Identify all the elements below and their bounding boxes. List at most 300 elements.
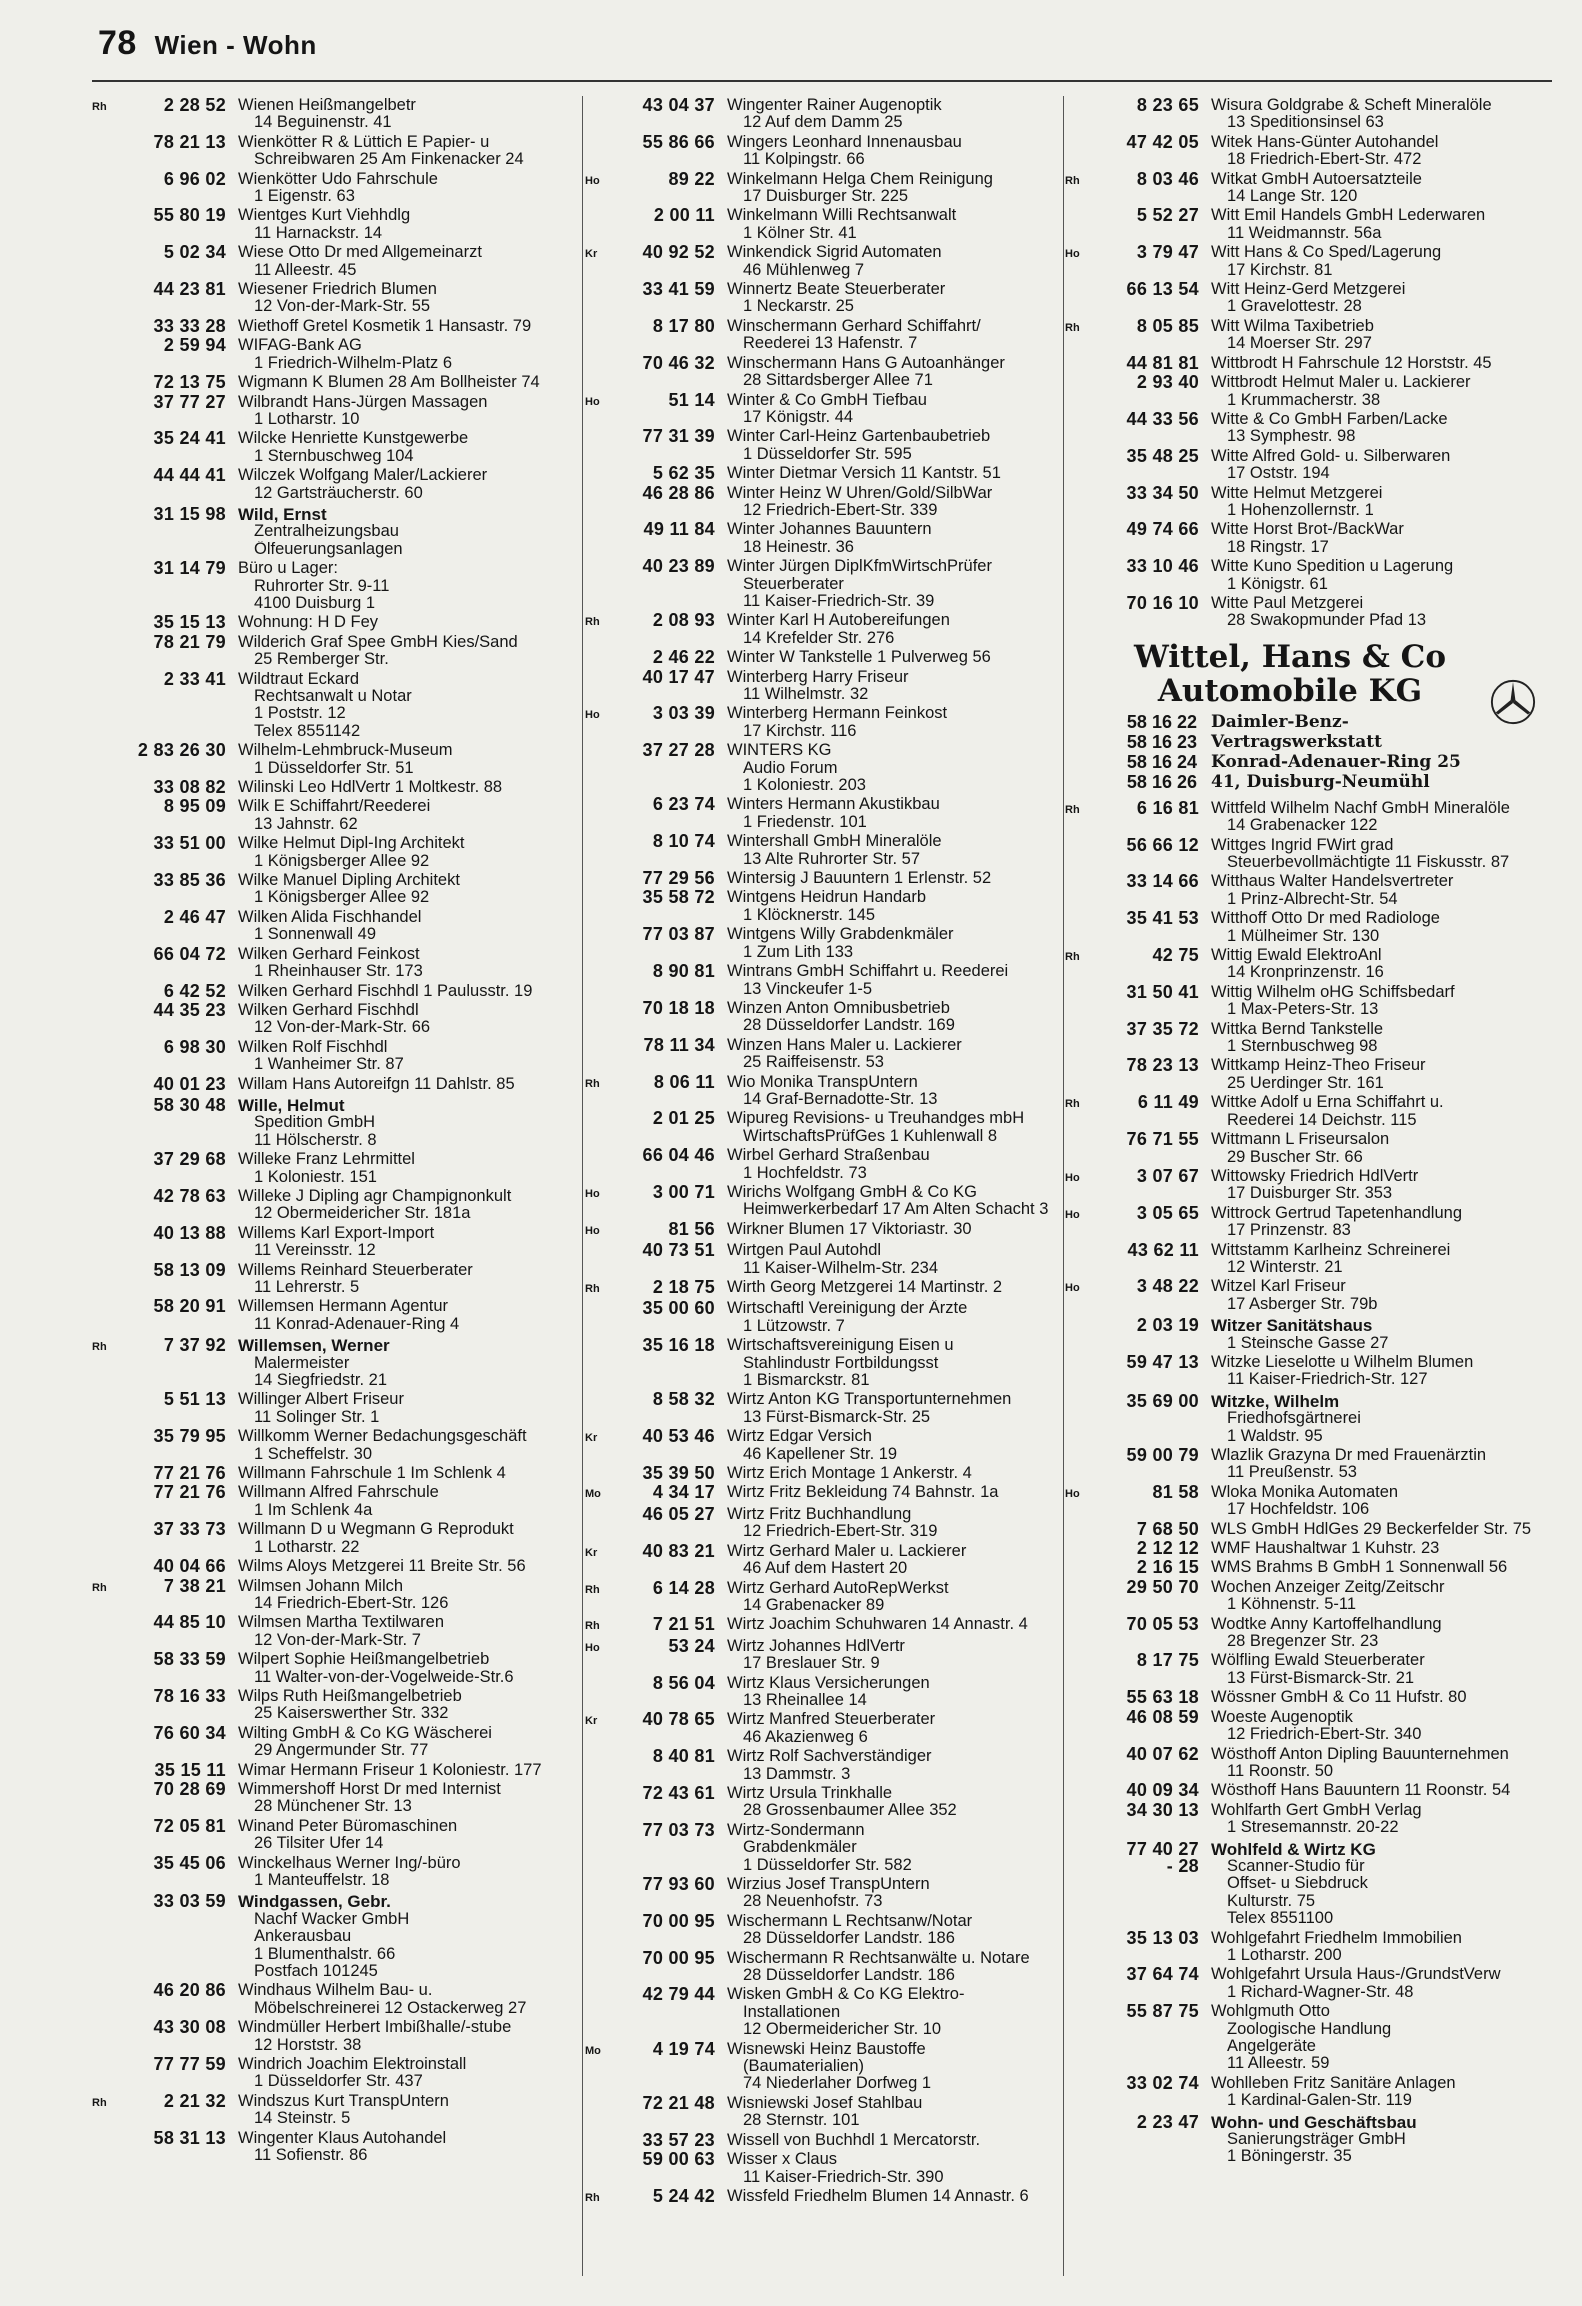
entry-text xyxy=(1211,1709,1555,1744)
entry-text xyxy=(1211,947,1555,982)
entry-address-line: 46 Auf dem Hastert 20 xyxy=(743,1560,908,1578)
entry-name: WIFAG-Bank AG xyxy=(238,337,362,355)
entry-text xyxy=(727,207,1063,242)
entry-name: Wingers Leonhard Innenausbau xyxy=(727,133,962,151)
phone-number-value: 70 16 10 xyxy=(1126,592,1199,613)
district-prefix: Mo xyxy=(585,2044,601,2057)
district-prefix: Ho xyxy=(1065,1282,1080,1295)
phone-number-value: 2 01 25 xyxy=(652,1108,715,1129)
district-prefix xyxy=(92,337,122,372)
phone-number xyxy=(1095,207,1211,242)
phone-number xyxy=(615,1279,727,1298)
phone-number-value: 2 16 15 xyxy=(1136,1557,1199,1578)
entry-text xyxy=(1211,1393,1555,1445)
district-prefix: Rh xyxy=(585,1077,600,1090)
directory-entry xyxy=(92,1391,582,1426)
entry-name: Winter W Tankstelle 1 Pulverweg 56 xyxy=(727,649,991,667)
entry-name: Wösthoff Anton Dipling Bauunternehmen xyxy=(1211,1745,1509,1763)
directory-entry xyxy=(585,1428,1063,1463)
entry-address-line: 1 Kölner Str. 41 xyxy=(743,224,857,242)
phone-number-value: 77 03 73 xyxy=(642,1819,715,1840)
entry-text xyxy=(727,97,1063,132)
phone-number-value: 40 92 52 xyxy=(642,242,715,263)
directory-entry xyxy=(92,1073,582,1094)
entry-text xyxy=(1211,1559,1555,1576)
phone-number xyxy=(615,2092,727,2130)
directory-entry xyxy=(585,833,1063,868)
entry-address-line: 13 Fürst-Bismarck-Str. 25 xyxy=(743,1408,931,1426)
directory-entry xyxy=(585,1391,1063,1426)
district-prefix xyxy=(92,1614,122,1649)
directory-entry xyxy=(92,614,582,631)
entry-name: Wilmsen Martha Textilwaren xyxy=(238,1614,445,1632)
phone-number xyxy=(122,779,238,796)
entry-name: Willems Reinhard Steuerberater xyxy=(238,1261,473,1279)
phone-number xyxy=(1095,981,1211,1019)
phone-number xyxy=(615,521,727,556)
entry-name: Witzel Karl Friseur xyxy=(1211,1278,1346,1296)
phone-number xyxy=(615,1110,727,1145)
entry-name: Wirtz Joachim Schuhwaren 14 Annastr. 4 xyxy=(727,1616,1028,1634)
directory-entry xyxy=(585,168,1063,206)
phone-number xyxy=(615,666,727,704)
phone-number xyxy=(615,1635,727,1673)
directory-entry xyxy=(92,906,582,944)
district-prefix xyxy=(585,428,615,463)
entry-address-line: Friedhofsgärtnerei xyxy=(1227,1410,1361,1428)
phone-number-value: 77 29 56 xyxy=(642,868,715,889)
column-divider xyxy=(582,96,583,2276)
entry-name: Wohlfarth Gert GmbH Verlag xyxy=(1211,1801,1422,1819)
entry-name: Wirichs Wolfgang GmbH & Co KG xyxy=(727,1183,978,1201)
entry-name: Willeke J Dipling agr Champignonkult xyxy=(238,1187,512,1205)
phone-number xyxy=(615,1428,727,1463)
phone-number xyxy=(122,1852,238,1890)
page-number: 78 xyxy=(98,24,137,62)
entry-text xyxy=(727,1876,1063,1911)
district-prefix xyxy=(1065,595,1095,630)
phone-number xyxy=(615,1484,727,1503)
directory-entry xyxy=(1065,558,1555,593)
entry-name: Winterberg Hermann Feinkost xyxy=(727,705,948,723)
entry-text xyxy=(727,649,1063,666)
entry-address-line: Postfach 101245 xyxy=(254,1963,378,1981)
entry-text xyxy=(1211,1447,1555,1482)
phone-number-value: 33 03 59 xyxy=(153,1891,226,1912)
entry-text xyxy=(727,1391,1063,1426)
entry-text xyxy=(1211,1689,1555,1706)
entry-text xyxy=(727,355,1063,390)
entry-name: Wirtz Rolf Sachverständiger xyxy=(727,1748,932,1766)
phone-number-value: 35 69 00 xyxy=(1126,1390,1199,1411)
entry-text xyxy=(238,1465,582,1482)
phone-number-value: 6 14 28 xyxy=(652,1577,715,1598)
phone-number-value: 2 00 11 xyxy=(653,205,715,226)
entry-name: Wirtz Fritz Buchhandlung xyxy=(727,1505,912,1523)
district-prefix xyxy=(585,1950,615,1985)
district-prefix xyxy=(92,1188,122,1223)
entry-address-line: Nachf Wacker GmbH xyxy=(254,1910,410,1928)
entry-text xyxy=(238,634,582,669)
entry-name: Windmüller Herbert Imbißhalle/-stube xyxy=(238,2019,512,2037)
district-prefix: Ho xyxy=(585,1641,600,1654)
phone-number-value: 8 56 04 xyxy=(652,1672,715,1693)
district-prefix xyxy=(1065,1393,1095,1445)
phone-number-value: 77 03 87 xyxy=(642,924,715,945)
district-prefix: Rh xyxy=(1065,174,1080,187)
entry-text xyxy=(238,337,582,372)
district-prefix xyxy=(585,1748,615,1783)
phone-number-value: 3 03 39 xyxy=(652,703,715,724)
district-prefix xyxy=(1065,355,1095,372)
directory-entry xyxy=(585,2151,1063,2186)
phone-number xyxy=(615,1034,727,1072)
entry-address-line: 17 Duisburger Str. 353 xyxy=(1227,1185,1393,1203)
directory-entry xyxy=(92,1036,582,1074)
district-prefix xyxy=(92,1151,122,1186)
entry-address-line: 1 Hochfeldstr. 73 xyxy=(743,1164,867,1182)
directory-entry xyxy=(92,1521,582,1556)
entry-address-line: 17 Asberger Str. 79b xyxy=(1227,1295,1378,1313)
phone-number xyxy=(615,963,727,998)
phone-number-value: 8 05 85 xyxy=(1136,315,1199,336)
entry-text xyxy=(238,779,582,796)
directory-entry xyxy=(92,1575,582,1613)
entry-name: Winter Jürgen DiplKfmWirtschPrüfer xyxy=(727,558,992,576)
entry-address-line: 13 Speditionsinsel 63 xyxy=(1227,114,1384,132)
entry-address-line: 1 Friedrich-Wilhelm-Platz 6 xyxy=(254,354,453,372)
phone-number xyxy=(122,798,238,833)
entry-name: Wiese Otto Dr med Allgemeinarzt xyxy=(238,244,482,262)
district-prefix xyxy=(92,134,122,169)
phone-number-value: 33 10 46 xyxy=(1126,556,1199,577)
phone-number-value: 40 01 23 xyxy=(153,1073,226,1094)
directory-entry xyxy=(585,1218,1063,1240)
phone-number xyxy=(1095,873,1211,908)
entry-text xyxy=(238,318,582,335)
phone-number-value: 2 46 47 xyxy=(163,906,226,927)
entry-text xyxy=(727,1616,1063,1635)
entry-text xyxy=(1211,134,1555,169)
district-prefix xyxy=(585,281,615,316)
directory-entry xyxy=(92,1685,582,1723)
district-prefix xyxy=(1065,1802,1095,1837)
directory-entry xyxy=(92,1465,582,1482)
phone-number xyxy=(122,631,238,669)
entry-text xyxy=(727,1221,1063,1240)
entry-address-line: 25 Raiffeisenstr. 53 xyxy=(743,1054,884,1072)
district-prefix xyxy=(585,1242,615,1277)
entry-address-line: 28 Bregenzer Str. 23 xyxy=(1227,1633,1379,1651)
directory-entry xyxy=(1065,1057,1555,1092)
phone-number xyxy=(122,1391,238,1426)
entry-name: Wirtz Manfred Steuerberater xyxy=(727,1711,936,1729)
district-prefix xyxy=(92,374,122,391)
entry-text xyxy=(238,2019,582,2054)
phone-number-value: 37 29 68 xyxy=(153,1149,226,1170)
district-prefix xyxy=(92,946,122,981)
phone-number xyxy=(615,281,727,316)
entry-text xyxy=(238,1484,582,1519)
directory-entry xyxy=(1065,445,1555,483)
entry-address-line: 29 Angermunder Str. 77 xyxy=(254,1742,429,1760)
phone-number-value: 35 16 18 xyxy=(642,1335,715,1356)
entry-address-line: 11 Hölscherstr. 8 xyxy=(254,1131,377,1149)
phone-number xyxy=(615,465,727,482)
entry-address-line: Zentralheizungsbau xyxy=(254,523,399,541)
phone-number xyxy=(615,2185,727,2207)
entry-name: Wohn- und Geschäftsbau xyxy=(1211,2113,1417,2132)
phone-number xyxy=(122,1982,238,2017)
entry-text xyxy=(238,1578,582,1613)
entry-name: Winand Peter Büromaschinen xyxy=(238,1817,458,1835)
entry-text xyxy=(1211,485,1555,520)
phone-number xyxy=(122,835,238,870)
entry-text xyxy=(1211,1354,1555,1389)
entry-text xyxy=(1211,1484,1555,1519)
district-prefix: Rh xyxy=(92,1581,107,1594)
entry-text xyxy=(1211,837,1555,872)
directory-entry xyxy=(585,612,1063,647)
district-prefix xyxy=(585,318,615,353)
entry-name: Wirth Georg Metzgerei 14 Martinstr. 2 xyxy=(727,1279,1003,1296)
entry-text xyxy=(238,506,582,558)
phone-number xyxy=(122,614,238,631)
entry-text xyxy=(238,1298,582,1333)
phone-number xyxy=(1095,2111,1211,2166)
phone-number-value: 70 28 69 xyxy=(153,1778,226,1799)
phone-number-value: 31 14 79 xyxy=(153,558,226,579)
entry-text xyxy=(1211,873,1555,908)
entry-name: Wischermann R Rechtsanwälte u. Notare xyxy=(727,1949,1030,1967)
entry-text xyxy=(727,2151,1063,2186)
district-prefix xyxy=(1065,2003,1095,2073)
phone-number xyxy=(1095,1518,1211,1539)
directory-entry xyxy=(1065,374,1555,409)
phone-number xyxy=(122,1651,238,1686)
entry-name: Wimar Hermann Friseur 1 Koloniestr. 177 xyxy=(238,1761,542,1779)
district-prefix xyxy=(585,889,615,924)
directory-entry xyxy=(585,1503,1063,1541)
entry-address-line: 14 Moerser Str. 297 xyxy=(1227,335,1372,353)
phone-number-value: 6 16 81 xyxy=(1136,797,1199,818)
phone-number xyxy=(122,872,238,907)
directory-entry xyxy=(585,963,1063,998)
phone-number-value: 2 59 94 xyxy=(163,335,226,356)
entry-name: Wisken GmbH & Co KG Elektro- xyxy=(727,1986,965,2004)
entry-text xyxy=(727,2188,1063,2207)
entry-text xyxy=(238,1558,582,1575)
directory-entry xyxy=(585,97,1063,132)
district-prefix xyxy=(92,171,122,206)
phone-number-value: 4 34 17 xyxy=(652,1482,715,1503)
phone-number xyxy=(122,999,238,1037)
phone-number xyxy=(1095,1689,1211,1706)
phone-number-value: 2 33 41 xyxy=(163,668,226,689)
phone-number xyxy=(1095,1390,1211,1445)
district-prefix xyxy=(92,634,122,669)
directory-entry xyxy=(1065,97,1555,132)
district-prefix xyxy=(585,1110,615,1145)
directory-entry xyxy=(585,482,1063,520)
phone-number-value: 40 23 89 xyxy=(642,556,715,577)
entry-address-line: (Baumaterialien) xyxy=(743,2058,865,2076)
district-prefix: Rh xyxy=(92,101,107,113)
directory-entry xyxy=(585,2092,1063,2130)
district-prefix xyxy=(1065,984,1095,1019)
entry-address-line: 26 Tilsiter Ufer 14 xyxy=(254,1835,384,1853)
entry-address-line: 11 Walter-von-der-Vogelweide-Str.6 xyxy=(254,1668,514,1686)
entry-address-line: Malermeister xyxy=(254,1354,350,1372)
directory-entry xyxy=(1065,1202,1555,1240)
entry-name: Windszus Kurt TranspUntern xyxy=(238,2092,449,2110)
phone-number-value: 46 20 86 xyxy=(153,1980,226,2001)
directory-entry xyxy=(92,1484,582,1519)
entry-text xyxy=(238,1893,582,1980)
entry-text xyxy=(1211,207,1555,242)
phone-number xyxy=(615,649,727,666)
phone-number xyxy=(122,1614,238,1649)
phone-number-value: 58 30 48 xyxy=(153,1094,226,1115)
entry-text xyxy=(238,1614,582,1649)
district-prefix xyxy=(1065,1966,1095,2001)
entry-text xyxy=(727,244,1063,279)
entry-name: Windhaus Wilhelm Bau- u. xyxy=(238,1982,433,2000)
entry-text xyxy=(238,1262,582,1297)
directory-entry xyxy=(1065,352,1555,373)
entry-address-line: Sanierungsträger GmbH xyxy=(1227,2131,1406,2149)
phone-number-value: 40 07 62 xyxy=(1126,1743,1199,1764)
district-prefix xyxy=(92,1688,122,1723)
entry-address-line: Reederei 14 Deichstr. 115 xyxy=(1227,1111,1417,1129)
entry-address-line: 28 Düsseldorfer Landstr. 186 xyxy=(743,1930,955,1948)
phone-number-value: 2 93 40 xyxy=(1136,372,1199,393)
phone-number-value: 2 23 47 xyxy=(1136,2111,1199,2132)
directory-entry xyxy=(1065,1743,1555,1781)
ad-phone-number: 58 16 26 xyxy=(1126,771,1197,792)
entry-name: Witzer Sanitätshaus xyxy=(1211,1317,1373,1335)
entry-text xyxy=(238,946,582,981)
phone-number xyxy=(1095,1202,1211,1240)
directory-entry xyxy=(92,1893,582,1980)
phone-number-value: 77 40 27 xyxy=(1126,1838,1199,1859)
entry-name: Willkomm Werner Bedachungsgeschäft xyxy=(238,1428,527,1446)
phone-number xyxy=(615,1711,727,1746)
entry-text xyxy=(238,1982,582,2017)
district-prefix xyxy=(92,798,122,833)
entry-text xyxy=(1211,374,1555,409)
phone-number-value: 8 17 75 xyxy=(1136,1650,1199,1671)
directory-entry xyxy=(585,352,1063,390)
directory-entry xyxy=(92,97,582,132)
entry-text xyxy=(727,1147,1063,1182)
directory-entry xyxy=(585,889,1063,924)
district-prefix xyxy=(1065,2114,1095,2166)
entry-text xyxy=(1211,1579,1555,1614)
district-prefix: Kr xyxy=(585,1546,598,1559)
entry-text xyxy=(238,835,582,870)
entry-text xyxy=(1211,2114,1555,2166)
phone-number-value: 42 78 63 xyxy=(153,1185,226,1206)
directory-entry xyxy=(585,1181,1063,1219)
directory-entry xyxy=(585,558,1063,610)
entry-address-line: 11 Roonstr. 50 xyxy=(1227,1762,1334,1780)
entry-name: Witek Hans-Günter Autohandel xyxy=(1211,133,1439,151)
district-prefix xyxy=(585,1337,615,1389)
district-prefix xyxy=(1065,1447,1095,1482)
entry-address-line: 1 Sonnenwall 49 xyxy=(254,926,377,944)
entry-text xyxy=(238,1521,582,1556)
directory-entry xyxy=(92,1259,582,1297)
entry-address-line: Ruhrorter Str. 9-11 xyxy=(254,577,390,595)
entry-text xyxy=(238,2130,582,2165)
entry-address-line: 14 Lange Str. 120 xyxy=(1227,188,1358,206)
phone-number xyxy=(122,467,238,502)
directory-entry xyxy=(92,503,582,558)
phone-number-value: 35 00 60 xyxy=(642,1298,715,1319)
phone-number-value: 72 05 81 xyxy=(153,1815,226,1836)
entry-text xyxy=(238,1762,582,1779)
entry-address-line: 1 Zum Lith 133 xyxy=(743,943,854,961)
directory-entry xyxy=(1065,2111,1555,2166)
entry-name: Winter Heinz W Uhren/Gold/SilbWar xyxy=(727,484,993,502)
directory-entry xyxy=(1065,1518,1555,1539)
directory-entry xyxy=(585,2129,1063,2150)
district-prefix xyxy=(1065,1242,1095,1277)
phone-number-value: 66 04 46 xyxy=(642,1145,715,1166)
district-prefix xyxy=(585,207,615,242)
phone-number-value: 81 56 xyxy=(668,1218,715,1239)
entry-name: Wirtz Edgar Versich xyxy=(727,1428,872,1446)
district-prefix xyxy=(92,1097,122,1149)
phone-number-value: 37 35 72 xyxy=(1126,1018,1199,1039)
district-prefix xyxy=(585,558,615,610)
entry-text xyxy=(238,1188,582,1223)
phone-number-value: 44 81 81 xyxy=(1126,352,1199,373)
entry-text xyxy=(1211,1652,1555,1687)
phone-number-value: 2 03 19 xyxy=(1136,1315,1199,1336)
entry-address-line: 11 Weidmannstr. 56a xyxy=(1227,224,1382,242)
directory-entry xyxy=(92,1151,582,1186)
directory-entry xyxy=(1065,482,1555,520)
district-prefix xyxy=(92,506,122,558)
entry-text xyxy=(238,281,582,316)
entry-address-line: 1 Bismarckstr. 81 xyxy=(743,1372,870,1390)
directory-entry xyxy=(92,168,582,206)
entry-address-line: 11 Kaiser-Friedrich-Str. 390 xyxy=(743,2168,944,2186)
entry-name: Wiethoff Gretel Kosmetik 1 Hansastr. 79 xyxy=(238,317,532,335)
entry-name: Wientges Kurt Viehhdlg xyxy=(238,207,411,225)
district-prefix xyxy=(1065,1841,1095,1928)
phone-number xyxy=(615,389,727,427)
phone-number xyxy=(615,870,727,887)
phone-number-value: 35 41 53 xyxy=(1126,908,1199,929)
entry-address-line: 25 Kaiserswerther Str. 332 xyxy=(254,1705,449,1723)
entry-text xyxy=(238,1337,582,1389)
phone-number-value: 70 18 18 xyxy=(642,997,715,1018)
directory-entry xyxy=(1065,168,1555,206)
phone-number xyxy=(615,1577,727,1615)
phone-number-value: 3 05 65 xyxy=(1136,1202,1199,1223)
phone-number xyxy=(615,1910,727,1948)
entry-address-line: 1 Blumenthalstr. 66 xyxy=(254,1945,396,1963)
entry-name: Wilderich Graf Spee GmbH Kies/Sand xyxy=(238,633,518,651)
entry-name: Winter Johannes Bauuntern xyxy=(727,521,932,539)
phone-number-value: 40 73 51 xyxy=(642,1240,715,1261)
entry-address-line: 11 Lehrerstr. 5 xyxy=(254,1279,360,1296)
phone-number xyxy=(1095,592,1211,630)
district-prefix xyxy=(585,485,615,520)
